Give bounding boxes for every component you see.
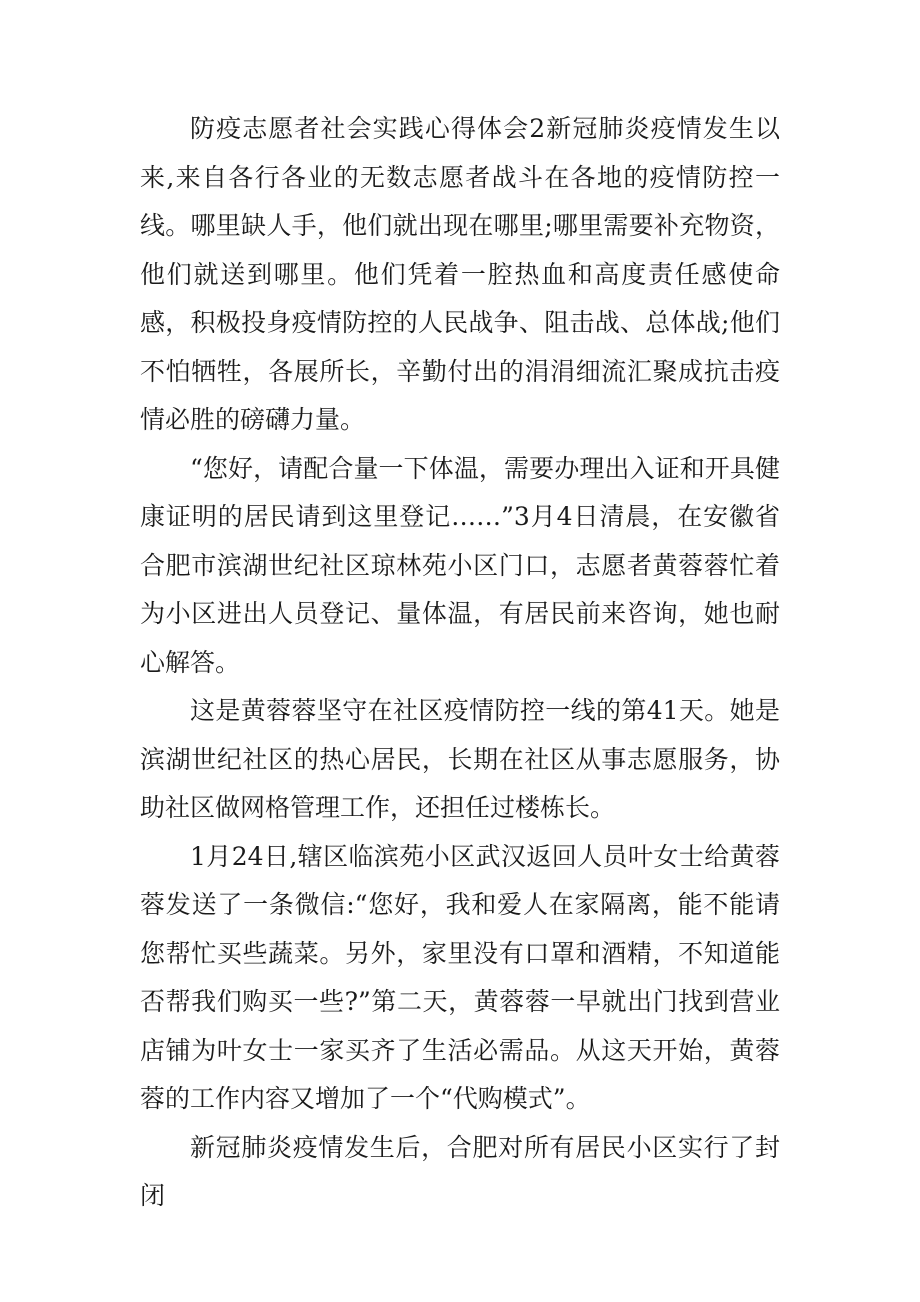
paragraph-3: 这是黄蓉蓉坚守在社区疫情防控一线的第41天。她是滨湖世纪社区的热心居民，长期在社区从事志愿服务，协助社区做网格管理工作，还担任过楼栋长。 bbox=[140, 696, 780, 822]
paragraph-5: 新冠肺炎疫情发生后，合肥对所有居民小区实行了封闭 bbox=[140, 1132, 780, 1210]
document-body bbox=[140, 105, 780, 1221]
paragraph-4: 1月24日,辖区临滨苑小区武汉返回人员叶女士给黄蓉蓉发送了一条微信:“您好，我和爱人在家隔离，能不能请您帮忙买些蔬菜。另外，家里没有口罩和酒精，不知道能否帮我们购买一些?”第二天，黄蓉蓉一早就出门找到营业店铺为叶女士一家买齐了生活必需品。从这天开始，黄蓉蓉的工作内容又增加了一个“代购模式”。 bbox=[140, 841, 780, 1113]
paragraph-2: “您好，请配合量一下体温，需要办理出入证和开具健康证明的居民请到这里登记……”3月4日清晨，在安徽省合肥市滨湖世纪社区琼林苑小区门口，志愿者黄蓉蓉忙着为小区进出人员登记、量体温，有居民前来咨询，她也耐心解答。 bbox=[140, 453, 780, 677]
paragraph-1: 防疫志愿者社会实践心得体会2新冠肺炎疫情发生以来,来自各行各业的无数志愿者战斗在各地的疫情防控一线。哪里缺人手，他们就出现在哪里;哪里需要补充物资，他们就送到哪里。他们凭着一腔热血和高度责任感使命感，积极投身疫情防控的人民战争、阻击战、总体战;他们不怕牺牲，各展所长，辛勤付出的涓涓细流汇聚成抗击疫情必胜的磅礴力量。 bbox=[140, 114, 780, 434]
